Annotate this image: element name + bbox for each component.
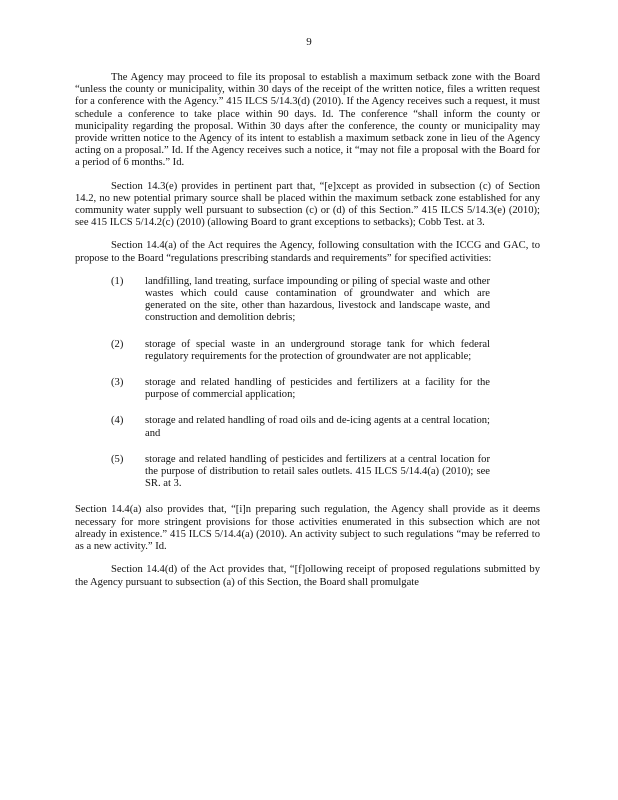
list-item-number: (3) [111,377,124,389]
list-item-text: storage of special waste in an underground storage tank for which federal regulatory requirements for the protection of groundwater are not applicable; [145,338,490,362]
list-item-text: storage and related handling of pesticides and fertilizers at a central location for the purpose of distribution to retail sales outlets. 415 ILCS 5/14.4(a) (2010); see SR. at 3. [145,453,490,490]
page-number: 9 [306,36,312,48]
paragraph-section-14-3-e: Section 14.3(e) provides in pertinent part that, “[e]xcept as provided in subsection (c) of Section 14.2, no new potential primary source shall be placed within the maximum setback zone established for any community water supply well pursuant to subsection (c) or (d) of this Section.” 415 ILCS 5/14.3(e) (2010); see 415 ILCS 5/14.2(c) (2010) (allowing Board to grant exceptions to setbacks); Cobb Test. at 3. [75,180,540,229]
list-item-number: (4) [111,415,124,427]
list-item [75,415,490,439]
list-item [75,339,490,363]
list-item-number: (2) [111,338,124,350]
list-item-text: storage and related handling of road oils and de-icing agents at a central location; and [145,415,490,439]
paragraph-more-stringent-provisions: Section 14.4(a) also provides that, “[i]n preparing such regulation, the Agency shall provide as it deems necessary for more stringent provisions for those activities enumerated in this subsection which are not already in existence.” 415 ILCS 5/14.4(a) (2010). An activity subject to such regulations “may be referred to as a new activity.” Id. [75,504,540,553]
list-item [75,276,490,325]
list-item-number: (1) [111,275,124,287]
list-item [75,454,490,491]
activities-list [75,276,540,491]
list-item-number: (5) [111,453,124,465]
paragraph-section-14-4-a: Section 14.4(a) of the Act requires the Agency, following consultation with the ICCG and GAC, to propose to the Board “regulations prescribing standards and requirements” for specified activities: [75,240,540,264]
list-item-text: landfilling, land treating, surface impounding or piling of special waste and other wastes which could cause contamination of groundwater and which are generated on the site, other than hazardous, livestock and landscape waste, and construction and demolition debris; [145,275,490,324]
list-item-text: storage and related handling of pesticides and fertilizers at a facility for the purpose of commercial application; [145,377,490,401]
paragraph-section-14-4-d: Section 14.4(d) of the Act provides that, “[f]ollowing receipt of proposed regulations submitted by the Agency pursuant to subsection (a) of this Section, the Board shall promulgate [75,564,540,588]
paragraph-maximum-setback-proposal: The Agency may proceed to file its proposal to establish a maximum setback zone with the Board “unless the county or municipality, within 30 days of the receipt of the written notice, files a written request for a conference with the Agency.” 415 ILCS 5/14.3(d) (2010). If the Agency receives such a request, it must schedule a conference to take place within 90 days. Id. The conference “shall inform the county or municipality regarding the proposal. Within 30 days after the conference, the county or municipality may provide written notice to the Agency of its intent to establish a maximum setback zone in lieu of the Agency acting on a proposal.” Id. If the Agency receives such a notice, it “may not file a proposal with the Board for a period of 6 months.” Id. [75,72,540,169]
page-body [75,72,540,599]
list-item [75,377,490,401]
